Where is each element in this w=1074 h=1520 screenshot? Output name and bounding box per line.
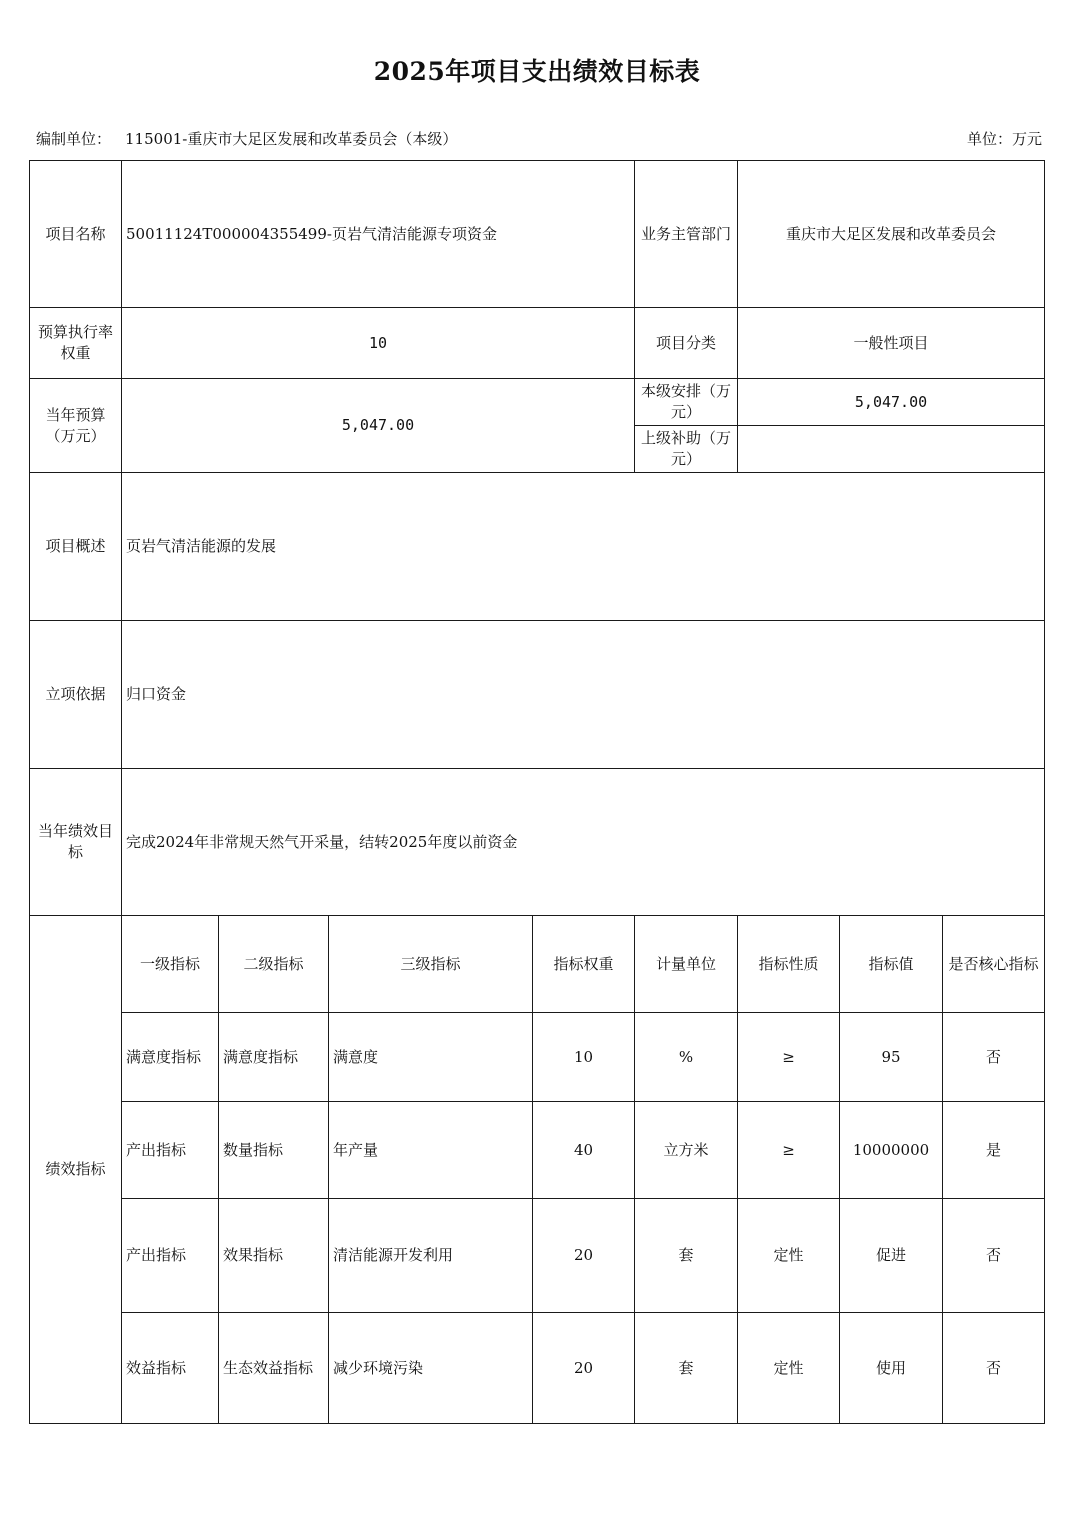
indicator-header-row [30,916,1045,1013]
header-core: 是否核心指标 [943,916,1045,1013]
cell-level2: 效果指标 [219,1199,329,1313]
cell-level2: 数量指标 [219,1102,329,1199]
cell-core: 否 [943,1013,1045,1102]
cell-level2: 满意度指标 [219,1013,329,1102]
table-row [30,1199,1045,1313]
cell-nature: ≥ [738,1102,840,1199]
overview-value: 页岩气清洁能源的发展 [122,473,1045,621]
compiling-unit-label: 编制单位： [36,130,112,148]
cell-level1: 满意度指标 [122,1013,219,1102]
cell-value: 10000000 [840,1102,943,1199]
cell-weight: 10 [533,1013,635,1102]
indicator-section-label: 绩效指标 [30,916,122,1424]
dept-value: 重庆市大足区发展和改革委员会 [738,161,1045,308]
cell-weight: 20 [533,1199,635,1313]
cell-core: 是 [943,1102,1045,1199]
cell-level1: 产出指标 [122,1199,219,1313]
cell-level1: 产出指标 [122,1102,219,1199]
cell-weight: 40 [533,1102,635,1199]
cell-level2: 生态效益指标 [219,1313,329,1424]
header-weight: 指标权重 [533,916,635,1013]
cell-value: 促进 [840,1199,943,1313]
table-row [30,1013,1045,1102]
header-level2: 二级指标 [219,916,329,1013]
cell-core: 否 [943,1313,1045,1424]
weight-value: 10 [122,308,635,379]
cell-nature: 定性 [738,1199,840,1313]
header-level3: 三级指标 [329,916,533,1013]
row-weight [30,308,1045,379]
header-unit: 计量单位 [635,916,738,1013]
performance-target-table [29,160,1045,1424]
cell-unit: % [635,1013,738,1102]
local-value: 5,047.00 [738,379,1045,426]
cell-nature: 定性 [738,1313,840,1424]
cell-unit: 套 [635,1199,738,1313]
overview-label: 项目概述 [30,473,122,621]
cell-unit: 套 [635,1313,738,1424]
dept-label: 业务主管部门 [635,161,738,308]
goal-label: 当年绩效目标 [30,769,122,916]
row-budget-local [30,379,1045,426]
header-level1: 一级指标 [122,916,219,1013]
basis-value: 归口资金 [122,621,1045,769]
cell-unit: 立方米 [635,1102,738,1199]
goal-value: 完成2024年非常规天然气开采量，结转2025年度以前资金 [122,769,1045,916]
compiling-unit-value: 115001-重庆市大足区发展和改革委员会（本级） [125,130,458,148]
currency-unit: 单位：万元 [966,130,1042,148]
page-title: 2025年项目支出绩效目标表 [373,57,701,86]
cell-nature: ≥ [738,1013,840,1102]
weight-label: 预算执行率权重 [30,308,122,379]
table-row [30,1313,1045,1424]
row-overview [30,473,1045,621]
category-label: 项目分类 [635,308,738,379]
budget-value: 5,047.00 [122,379,635,473]
compiling-unit [36,128,457,149]
upper-label: 上级补助（万元） [635,426,738,473]
cell-weight: 20 [533,1313,635,1424]
project-name-value: 50011124T000004355499-页岩气清洁能源专项资金 [122,161,635,308]
cell-value: 95 [840,1013,943,1102]
local-label: 本级安排（万元） [635,379,738,426]
row-goal [30,769,1045,916]
cell-value: 使用 [840,1313,943,1424]
budget-label: 当年预算（万元） [30,379,122,473]
project-name-label: 项目名称 [30,161,122,308]
row-project-name [30,161,1045,308]
header-nature: 指标性质 [738,916,840,1013]
cell-level3: 满意度 [329,1013,533,1102]
cell-level3: 减少环境污染 [329,1313,533,1424]
cell-core: 否 [943,1199,1045,1313]
category-value: 一般性项目 [738,308,1045,379]
cell-level3: 年产量 [329,1102,533,1199]
cell-level1: 效益指标 [122,1313,219,1424]
upper-value [738,426,1045,473]
header-value: 指标值 [840,916,943,1013]
basis-label: 立项依据 [30,621,122,769]
row-basis [30,621,1045,769]
table-row [30,1102,1045,1199]
cell-level3: 清洁能源开发利用 [329,1199,533,1313]
